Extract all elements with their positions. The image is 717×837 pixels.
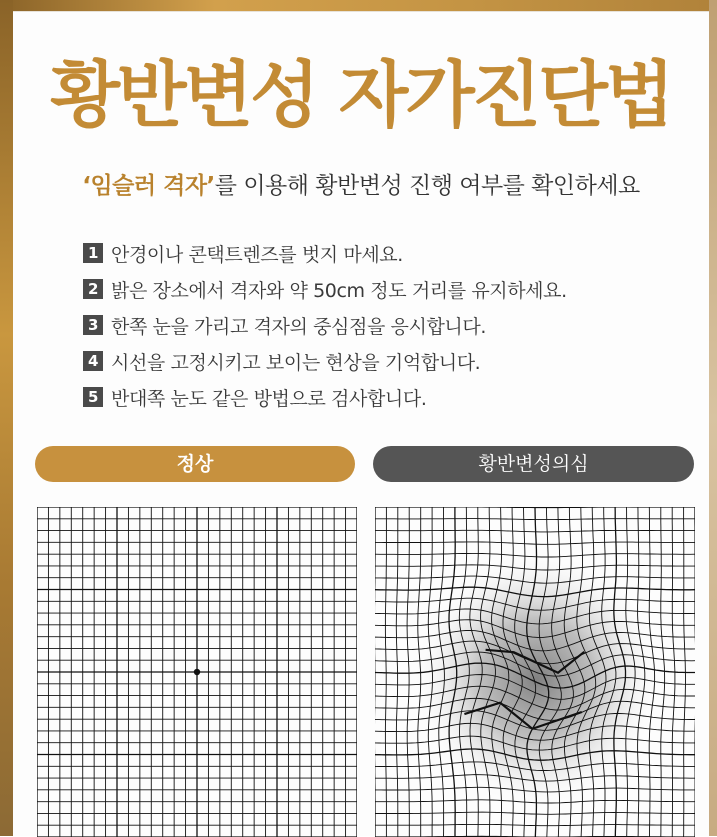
normal-grid-graphic (37, 507, 357, 837)
normal-label: 정상 (35, 446, 355, 482)
subtitle (13, 167, 709, 200)
content-panel (13, 11, 709, 836)
step-item (83, 235, 567, 271)
distorted-grid-graphic (375, 507, 695, 837)
left-frame-border (0, 0, 13, 836)
center-fixation-dot (194, 669, 200, 675)
step-text: 안경이나 콘택트렌즈를 벗지 마세요. (111, 243, 403, 266)
subtitle-rest: 를 이용해 황반변성 진행 여부를 확인하세요 (214, 173, 640, 199)
step-number: 5 (83, 387, 103, 407)
right-frame-border (709, 0, 717, 836)
step-text: 밝은 장소에서 격자와 약 50cm 정도 거리를 유지하세요. (111, 279, 567, 302)
step-text: 반대쪽 눈도 같은 방법으로 검사합니다. (111, 387, 427, 410)
step-number: 4 (83, 351, 103, 371)
page-title: 황반변성 자가진단법 (50, 53, 672, 137)
subtitle-highlight: ‘임슬러 격자’ (82, 173, 215, 199)
step-item (83, 307, 567, 343)
step-item (83, 379, 567, 415)
step-item (83, 343, 567, 379)
step-text: 한쪽 눈을 가리고 격자의 중심점을 응시합니다. (111, 315, 486, 338)
step-item (83, 271, 567, 307)
step-list (83, 235, 567, 415)
distorted-amsler-grid (375, 507, 695, 837)
step-number: 1 (83, 243, 103, 263)
amd-suspected-label: 황반변성의심 (373, 446, 694, 482)
normal-amsler-grid (37, 507, 357, 837)
step-number: 2 (83, 279, 103, 299)
step-text: 시선을 고정시키고 보이는 현상을 기억합니다. (111, 351, 481, 374)
step-number: 3 (83, 315, 103, 335)
top-frame-border (0, 0, 717, 11)
